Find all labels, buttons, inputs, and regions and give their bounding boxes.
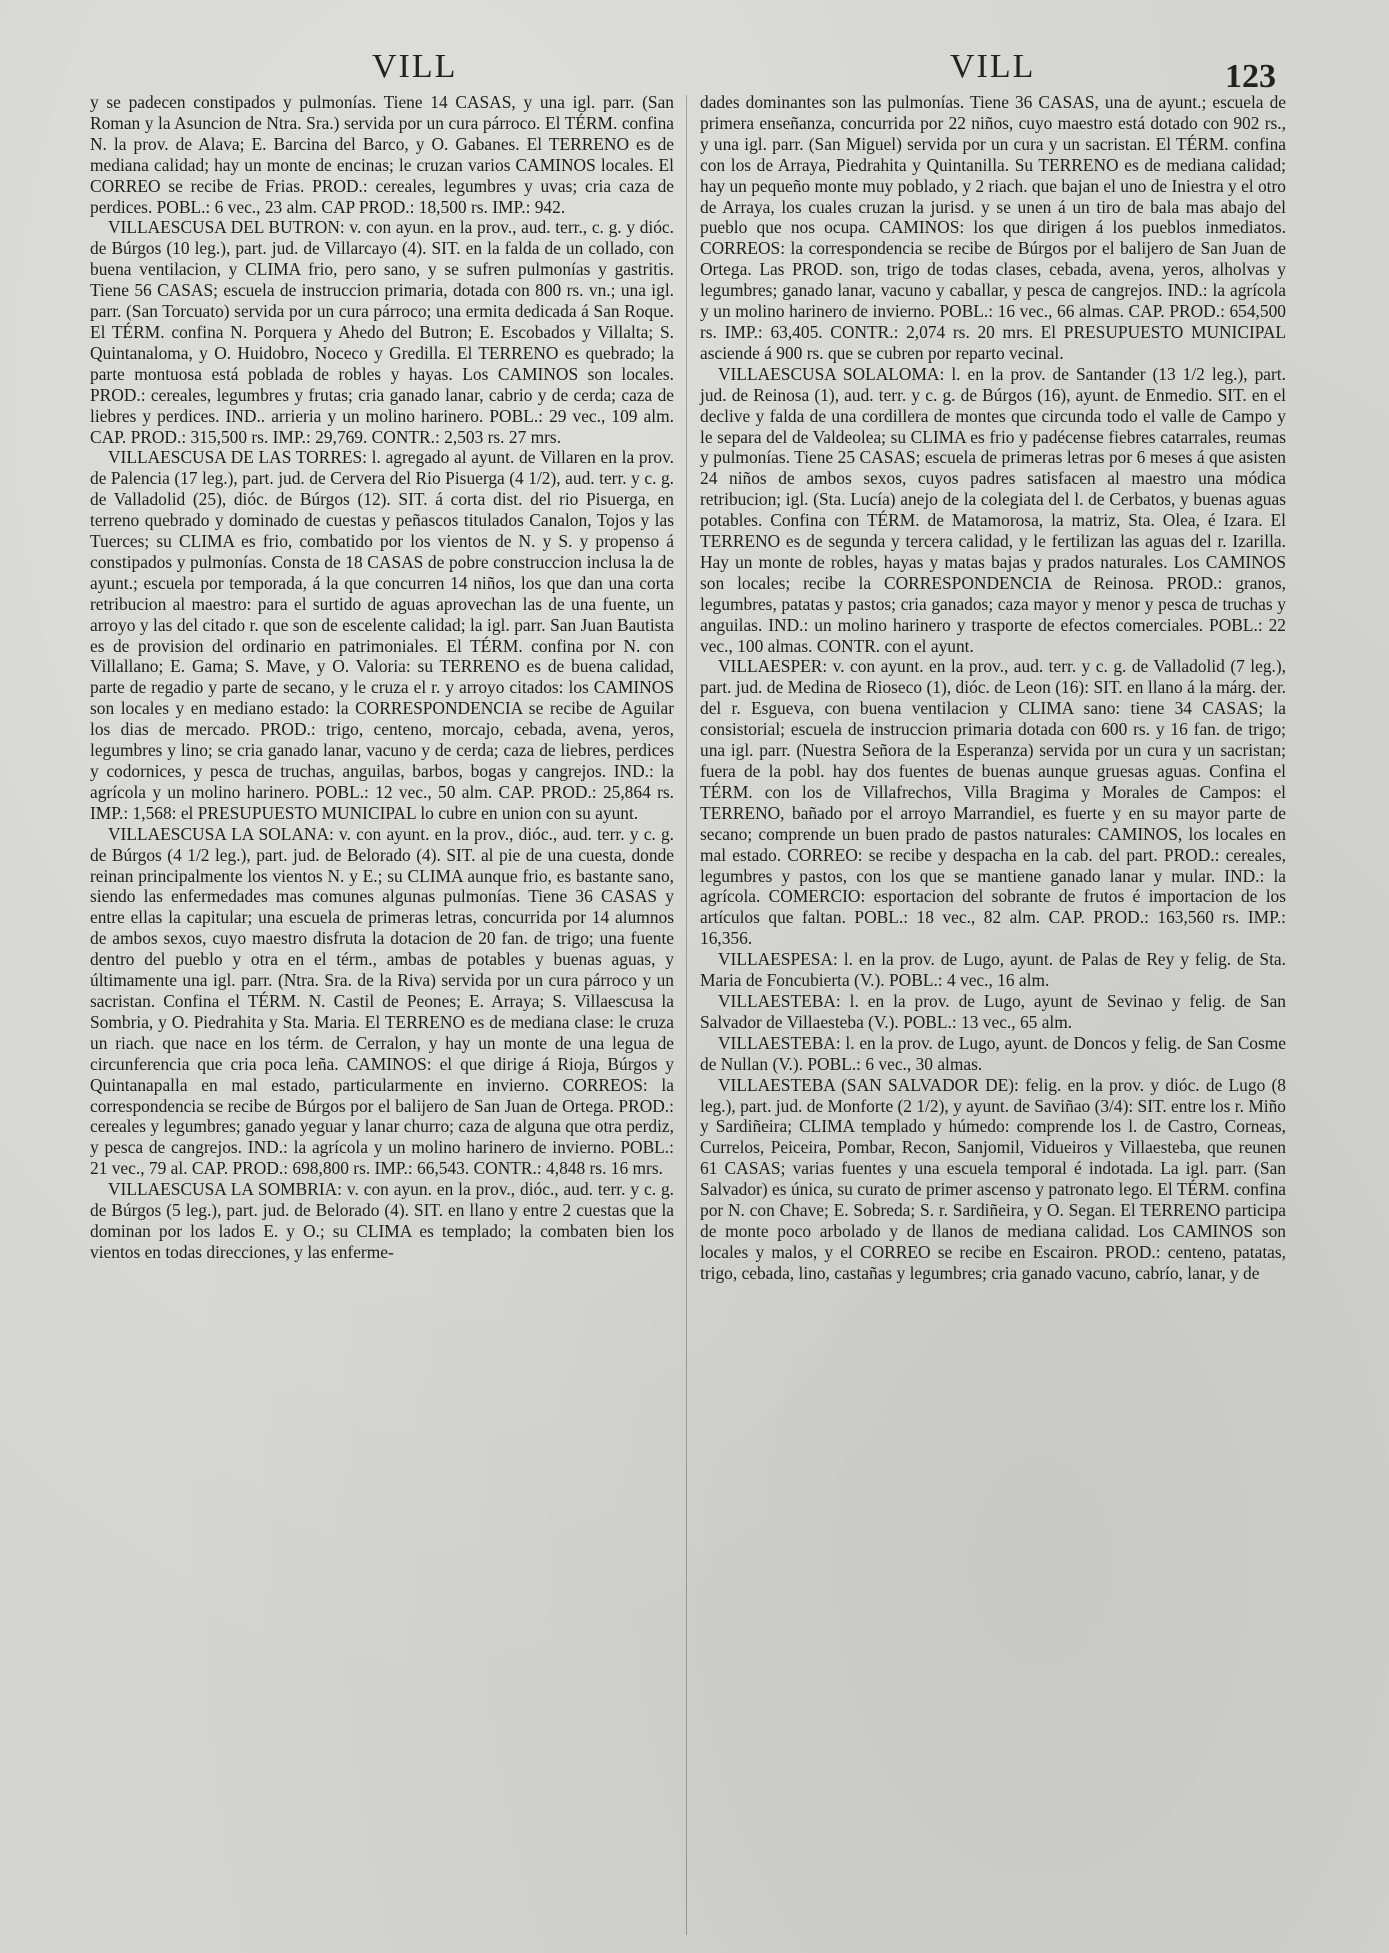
entry-villaescusa-solaloma: VILLAESCUSA SOLALOMA: l. en la prov. de Santander (13 1/2 leg.), part. jud. de Reinosa (1), aud. terr. y c. g. de Búrgos (16), ayunt. de Enmedio. SIT. en el declive y falda de una cordillera de montes que circunda todo el valle de Campo y le separa del de Valdeolea; su CLIMA es frio y padécense fiebres catarrales, reumas y pulmonías. Tiene 25 CASAS; escuela de primeras letras por 6 meses á que asisten 24 niños de ambos sexos, cuyos padres satisfacen al maestro una módica retribucion; igl. (Sta. Lucía) anejo de la colegiata del l. de Cerbatos, y buenas aguas potables. Confina con TÉRM. de Matamorosa, la matriz, Sta. Olea, é Izara. El TERRENO es de segunda y tercera calidad, y le fertilizan las aguas del r. Izarilla. Hay un monte de robles, hayas y matas bajas y prados naturales. Los CAMINOS son locales; recibe la CORRESPONDENCIA de Reinosa. PROD.: granos, legumbres, patatas y pastos; cria ganados; caza mayor y menor y pesca de truchas y anguilas. IND.: un molino harinero y trasporte de efectos comerciales. POBL.: 22 vec., 100 almas. CONTR. con el ayunt.	[700, 363, 1286, 656]
entry-villaesper: VILLAESPER: v. con ayunt. en la prov., aud. terr. y c. g. de Valladolid (7 leg.), part. jud. de Medina de Rioseco (1), dióc. de Leon (16): SIT. en llano á la márg. der. del r. Esgueva, con buena ventilacion y CLIMA sano: tiene 34 CASAS; la consistorial; escuela de instruccion primaria dotada con 600 rs. y 16 fan. de trigo; una igl. parr. (Nuestra Señora de la Esperanza) servida por un cura y un sacristan; fuera de la pobl. hay dos fuentes de buenas aunque gruesas aguas. Confina el TÉRM. con los de Villafrechos, Villa Bragima y Morales de Campos: el TERRENO, bañado por el arroyo Marrandiel, es fuerte y en su mayor parte de secano; comprende un buen prado de pastos naturales: CAMINOS, los locales en mal estado. CORREO: se recibe y despacha en la cab. del part. PROD.: cereales, legumbres y pastos, con los que se mantiene ganado lanar y mular. IND.: la agrícola. COMERCIO: esportacion del sobrante de frutos é importacion de los artículos que faltan. POBL.: 18 vec., 82 alm. CAP. PROD.: 163,560 rs. IMP.: 16,356.	[700, 656, 1286, 949]
entry-villaescusa-la-sombria: VILLAESCUSA LA SOMBRIA: v. con ayun. en la prov., dióc., aud. terr. y c. g. de Búrgos (5 leg.), part. jud. de Belorado (4). SIT. en llano y entre 2 cuestas que la dominan por los lados E. y O.; su CLIMA es templado; la combaten bien los vientos en todas direcciones, y las enferme-	[90, 1179, 674, 1262]
page-number: 123	[1225, 58, 1276, 95]
entry-villaespesa: VILLAESPESA: l. en la prov. de Lugo, ayunt. de Palas de Rey y felig. de Sta. Maria de Foncubierta (V.). POBL.: 4 vec., 16 alm.	[700, 949, 1286, 991]
column-divider	[686, 95, 687, 1935]
entry-villaescusa-del-butron: VILLAESCUSA DEL BUTRON: v. con ayun. en la prov., aud. terr., c. g. y dióc. de Búrgos (10 leg.), part. jud. de Villarcayo (4). SIT. en la falda de un collado, con buena ventilacion, y CLIMA frio, pero sano, y se sufren pulmonías y gastritis. Tiene 56 CASAS; escuela de instruccion primaria, dotada con 800 rs. vn.; una igl. parr. (San Torcuato) servida por un cura párroco; una ermita dedicada á San Roque. El TÉRM. confina N. Porquera y Ahedo del Butron; E. Escobados y Villalta; S. Quintanaloma, y O. Huidobro, Noceco y Gredilla. El TERRENO es quebrado; la parte montuosa está poblada de robles y hayas. Los CAMINOS son locales. PROD.: cereales, legumbres y frutas; cria ganado lanar, cabrio y de cerda; caza de liebres y perdices. IND.. arrieria y un molino harinero. POBL.: 29 vec., 109 alm. CAP. PROD.: 315,500 rs. IMP.: 29,769. CONTR.: 2,503 rs. 27 mrs.	[90, 217, 674, 447]
paragraph-continuation: dades dominantes son las pulmonías. Tiene 36 CASAS, una de ayunt.; escuela de primera enseñanza, concurrida por 22 niños, cuyo maestro está dotado con 902 rs., y una igl. parr. (San Miguel) servida por un cura y un sacristan. El TÉRM. confina con los de Arraya, Piedrahita y Quintanilla. Su TERRENO es de mediana calidad; hay un pequeño monte muy poblado, y 2 riach. que bajan el uno de Iniestra y el otro de Arraya, los cuales cruzan la jurisd. y se unen á un tiro de bala mas abajo del pueblo que nos ocupa. CAMINOS: los que dirigen á los pueblos inmediatos. CORREOS: la correspondencia se recibe de Búrgos por el balijero de San Juan de Ortega. Las PROD. son, trigo de todas clases, cebada, avena, yeros, alholvas y legumbres; ganado lanar, vacuno y caballar, y pesca de cangrejos. IND.: la agrícola y un molino harinero de invierno. POBL.: 16 vec., 66 almas. CAP. PROD.: 654,500 rs. IMP.: 63,405. CONTR.: 2,074 rs. 20 mrs. El PRESUPUESTO MUNICIPAL asciende á 900 rs. que se cubren por reparto vecinal.	[700, 92, 1286, 363]
entry-villaesteba-sevinao: VILLAESTEBA: l. en la prov. de Lugo, ayunt de Sevinao y felig. de San Salvador de Villaesteba (V.). POBL.: 13 vec., 65 alm.	[700, 990, 1286, 1032]
entry-villaescusa-de-las-torres: VILLAESCUSA DE LAS TORRES: l. agregado al ayunt. de Villaren en la prov. de Palencia (17 leg.), part. jud. de Cervera del Rio Pisuerga (4 1/2), aud. terr. y c. g. de Valladolid (25), dióc. de Búrgos (12). SIT. á corta dist. del rio Pisuerga, en terreno quebrado y dominado de cuestas y peñascos titulados Canalon, Tojos y las Tuerces; su CLIMA es frio, combatido por los vientos de N. y S. y propenso á constipados y pulmonías. Consta de 18 CASAS de pobre construccion inclusa la de ayunt.; escuela por temporada, á la que concurren 14 niños, los que dan una corta retribucion al maestro: para el surtido de aguas aprovechan las de una fuente, un arroyo y las del citado r. que son de escelente calidad; la igl. parr. San Juan Bautista es de provision del ordinario en patrimoniales. El TÉRM. confina por N. con Villallano; E. Gama; S. Mave, y O. Valoria: su TERRENO es de buena calidad, parte de regadio y parte de secano, y le cruza el r. y arroyo citados: los CAMINOS son locales y en mediano estado: la CORRESPONDENCIA se recibe de Aguilar los dias de mercado. PROD.: trigo, centeno, morcajo, cebada, avena, yeros, legumbres y lino; se cria ganado lanar, vacuno y de cerda; caza de liebres, perdices y codornices, y pesca de truchas, anguilas, barbos, bogas y cangrejos. IND.: la agrícola y un molino harinero. POBL.: 12 vec., 50 alm. CAP. PROD.: 25,864 rs. IMP.: 1,568: el PRESUPUESTO MUNICIPAL lo cubre en union con su ayunt.	[90, 447, 674, 823]
running-head-right: VILL	[950, 48, 1036, 85]
entry-villaescusa-la-solana: VILLAESCUSA LA SOLANA: v. con ayunt. en la prov., dióc., aud. terr. y c. g. de Búrgos (4 1/2 leg.), part. jud. de Belorado (4). SIT. al pie de una cuesta, donde reinan principalmente los vientos N. y E.; su CLIMA aunque frio, es bastante sano, siendo las enfermedades mas comunes algunas pulmonías. Tiene 36 CASAS y entre ellas la capitular; una escuela de primeras letras, concurrida por 14 alumnos de ambos sexos, cuyo maestro disfruta la dotacion de 20 fan. de trigo; una fuente dentro del pueblo y otra en el térm., ambas de potables y buenas aguas, y últimamente una igl. parr. (Ntra. Sra. de la Riva) servida por un cura párroco y un sacristan. Confina el TÉRM. N. Castil de Peones; E. Arraya; S. Villaescusa la Sombria, y O. Piedrahita y Sta. Maria. El TERRENO es de mediana clase: le cruza un riach. que nace en los térm. de Cerralon, y hay un monte de una legua de circunferencia que cria poca leña. CAMINOS: el que dirige á Rioja, Búrgos y Quintanapalla en mal estado, particularmente en invierno. CORREOS: la correspondencia se recibe de Búrgos por el balijero de San Juan de Ortega. PROD.: cereales y legumbres; ganado yeguar y lanar churro; caza de alguna que otra perdiz, y pesca de cangrejos. IND.: la agrícola y un molino harinero de invierno. POBL.: 21 vec., 79 al. CAP. PROD.: 698,800 rs. IMP.: 66,543. CONTR.: 4,848 rs. 16 mrs.	[90, 823, 674, 1179]
left-column	[90, 92, 674, 1263]
running-head-left: VILL	[372, 48, 458, 85]
right-column	[700, 92, 1286, 1284]
entry-villaesteba-doncos: VILLAESTEBA: l. en la prov. de Lugo, ayunt. de Doncos y felig. de San Cosme de Nullan (V.). POBL.: 6 vec., 30 almas.	[700, 1032, 1286, 1074]
entry-villaesteba-san-salvador: VILLAESTEBA (SAN SALVADOR DE): felig. en la prov. y dióc. de Lugo (8 leg.), part. jud. de Monforte (2 1/2), y ayunt. de Saviñao (3/4): SIT. entre los r. Miño y Sardiñeira; CLIMA templado y húmedo: comprende los l. de Castro, Corneas, Currelos, Peiceira, Pombar, Recon, Sanjomil, Vidueiros y Villaesteba, que reunen 61 CASAS; varias fuentes y una escuela temporal é indotada. La igl. parr. (San Salvador) es única, su curato de primer ascenso y patronato lego. El TÉRM. confina por N. con Chave; E. Sobreda; S. r. Sardiñeira, y O. Segan. El TERRENO participa de monte poco arbolado y de llanos de mediana calidad. Los CAMINOS son locales y malos, y el CORREO se recibe en Escairon. PROD.: centeno, patatas, trigo, cebada, lino, castañas y legumbres; cria ganado vacuno, cabrío, lanar, y de	[700, 1074, 1287, 1283]
paragraph-continuation: y se padecen constipados y pulmonías. Tiene 14 CASAS, y una igl. parr. (San Roman y la Asuncion de Ntra. Sra.) servida por un cura párroco. El TÉRM. confina N. la prov. de Alava; E. Barcina del Barco, y O. Gabanes. El TERRENO es de mediana calidad; hay un monte de encinas; le cruzan varios CAMINOS locales. El CORREO se recibe de Frias. PROD.: cereales, legumbres y uvas; cria caza de perdices. POBL.: 6 vec., 23 alm. CAP PROD.: 18,500 rs. IMP.: 942.	[90, 92, 674, 217]
